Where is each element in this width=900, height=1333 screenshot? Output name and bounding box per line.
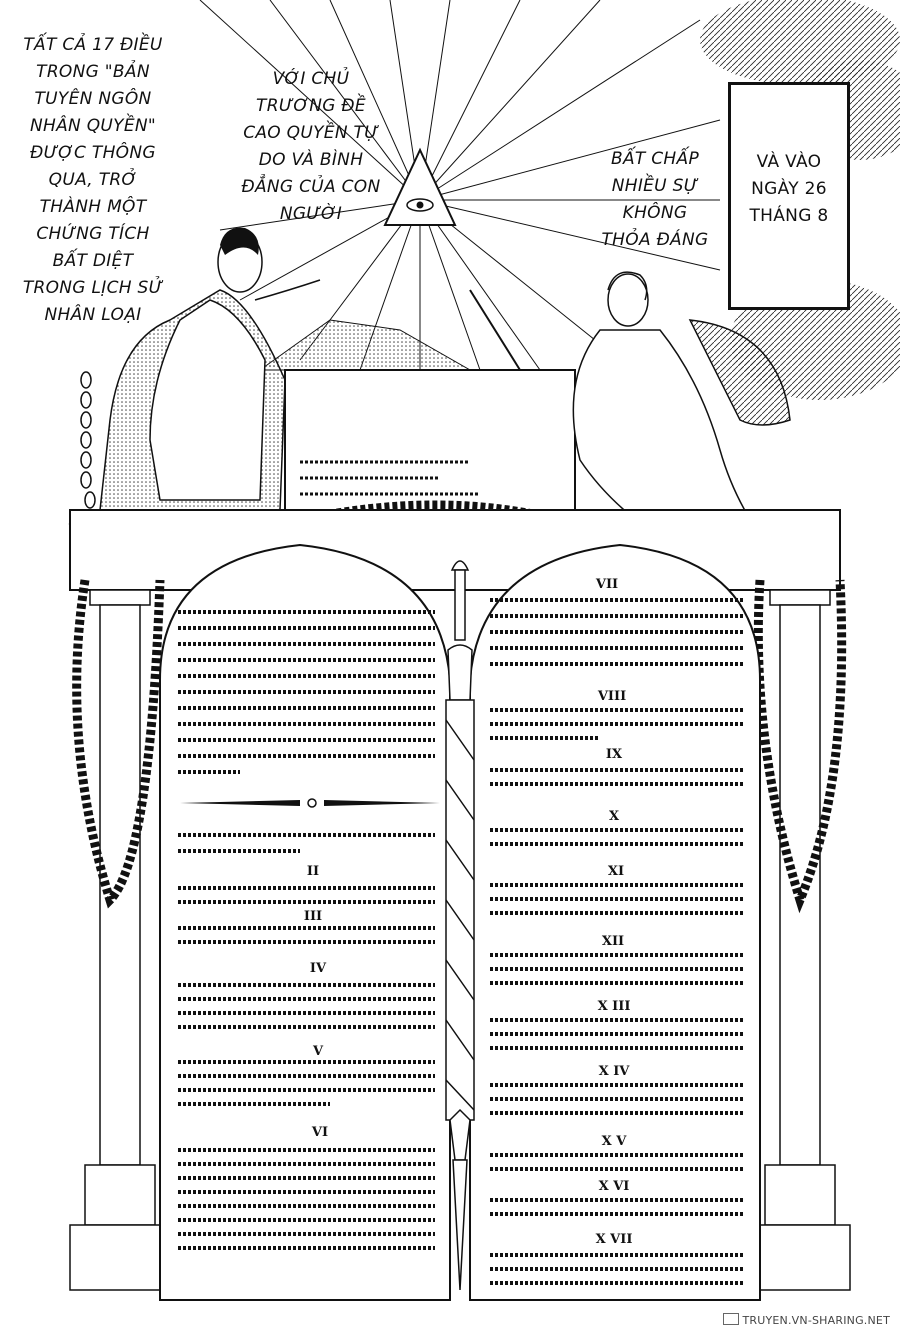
caption-line: THÀNH MỘT	[39, 197, 147, 217]
numeral-III: III	[303, 909, 323, 924]
caption-line: KHÔNG	[622, 203, 688, 223]
caption-line: TUYÊN NGÔN	[34, 89, 152, 109]
caption-line: NHÂN LOẠI	[44, 305, 142, 325]
caption-line: ĐƯỢC THÔNG	[30, 143, 156, 163]
numeral-VI: VI	[311, 1125, 329, 1140]
caption-line: THỎA ĐÁNG	[601, 230, 709, 250]
numeral-XII: XII	[601, 934, 625, 949]
numeral-V: V	[312, 1044, 324, 1059]
caption-line: TẤT CẢ 17 ĐIỀU	[23, 35, 163, 55]
caption-line: BẤT DIỆT	[52, 251, 134, 271]
caption-line: QUA, TRỞ	[48, 170, 138, 190]
caption-line: ĐẲNG CỦA CON	[241, 177, 381, 197]
caption-line: TRONG LỊCH SỬ	[22, 278, 164, 298]
numeral-VIII: VIII	[597, 689, 627, 704]
caption-line: NGÀY 26	[751, 179, 827, 199]
caption-line: TRƯƠNG ĐỀ	[256, 96, 366, 116]
caption-line: TRONG "BẢN	[36, 62, 150, 82]
watermark-icon	[723, 1313, 739, 1325]
caption-line: NGƯỜI	[279, 204, 343, 224]
numeral-IV: IV	[309, 961, 327, 976]
numeral-XIV: X IV	[598, 1064, 630, 1079]
numeral-XVI: X VI	[598, 1179, 630, 1194]
numeral-VII: VII	[595, 577, 619, 592]
caption-line: VÀ VÀO	[756, 152, 822, 172]
numeral-XI: XI	[607, 864, 625, 879]
numeral-IX: IX	[605, 747, 623, 762]
watermark-text: TRUYEN.VN-SHARING.NET	[742, 1314, 890, 1327]
caption-line: DO VÀ BÌNH	[258, 150, 364, 170]
watermark	[723, 1313, 890, 1327]
caption-line: VỚI CHỦ	[272, 69, 350, 89]
numeral-X: X	[608, 809, 620, 824]
caption-line: BẤT CHẤP	[610, 149, 699, 169]
numeral-II: II	[306, 864, 320, 879]
numeral-XV: X V	[601, 1134, 627, 1149]
caption-line: CAO QUYỀN TỰ	[243, 123, 379, 143]
caption-line: NHIỀU SỰ	[611, 176, 699, 196]
caption-line: NHÂN QUYỀN"	[29, 116, 157, 136]
numeral-XIII: X III	[597, 999, 631, 1014]
numeral-XVII: X VII	[595, 1232, 633, 1247]
caption-line: CHỨNG TÍCH	[36, 224, 150, 244]
caption-line: THÁNG 8	[749, 206, 829, 226]
